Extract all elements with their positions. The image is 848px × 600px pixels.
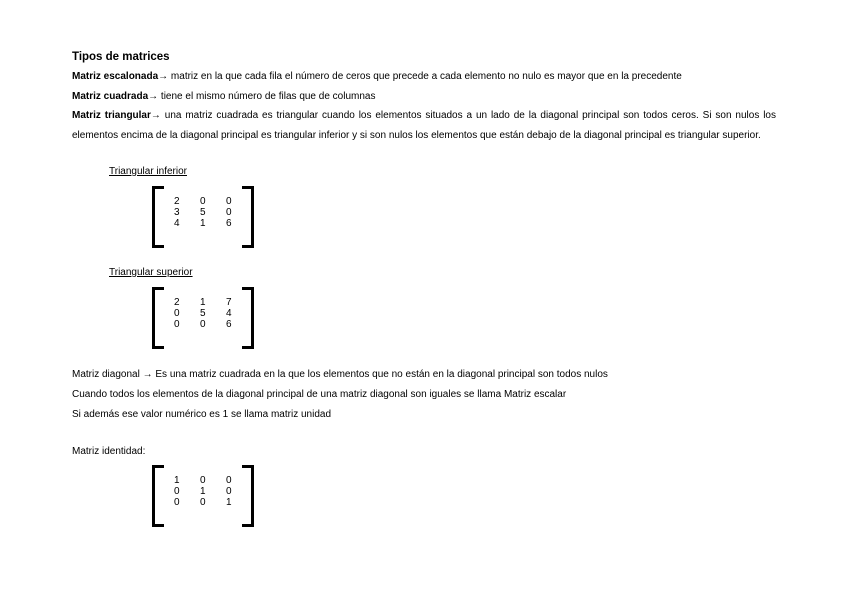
matrix-cell: 1 — [200, 486, 206, 497]
left-bracket — [152, 465, 164, 527]
matrix-cell: 4 — [174, 218, 180, 229]
matrix-cell: 0 — [200, 497, 206, 508]
matrix-cell: 0 — [174, 486, 180, 497]
def-escalonada — [72, 71, 682, 82]
matrix-identidad — [152, 465, 254, 527]
matrix-cell: 7 — [226, 297, 232, 308]
matrix-cell: 0 — [200, 196, 206, 207]
matrix-cell: 2 — [174, 297, 180, 308]
right-bracket — [242, 465, 254, 527]
def-cuadrada — [72, 91, 375, 102]
text-triangular: → una matriz cuadrada es triangular cuando los elementos situados a un lado de la diagonal principal son todos ceros. Si son nulos los elementos encima de la diagonal principal es triangular inferior y si son nulos los elementos que están debajo de la diagonal principal es triangular superior. — [72, 110, 776, 141]
matrix-cell: 5 — [200, 207, 206, 218]
matrix-cell: 1 — [174, 475, 180, 486]
matrix-cell: 6 — [226, 218, 232, 229]
term-triangular: Matriz triangular — [72, 110, 151, 121]
label-triangular-superior: Triangular superior — [109, 267, 193, 278]
matrix-triangular-inferior — [152, 186, 254, 248]
matrix-grid — [174, 475, 242, 508]
matrix-cell: 5 — [200, 308, 206, 319]
left-bracket — [152, 186, 164, 248]
matrix-cell: 6 — [226, 319, 232, 330]
matrix-cell: 0 — [200, 319, 206, 330]
matrix-cell: 0 — [226, 196, 232, 207]
def-unidad: Si además ese valor numérico es 1 se llama matriz unidad — [72, 409, 332, 420]
matrix-cell: 1 — [200, 297, 206, 308]
text-escalonada: → matriz en la que cada fila el número de ceros que precede a cada elemento no nulo es mayor que en la precedente — [158, 71, 682, 82]
matrix-cell: 1 — [226, 497, 232, 508]
def-triangular — [72, 106, 776, 146]
matrix-triangular-superior — [152, 287, 254, 349]
def-escalar: Cuando todos los elementos de la diagonal principal de una matriz diagonal son iguales se llama Matriz escalar — [72, 389, 567, 400]
matrix-cell: 2 — [174, 196, 180, 207]
label-triangular-inferior: Triangular inferior — [109, 166, 187, 177]
matrix-cell: 0 — [174, 319, 180, 330]
matrix-grid — [174, 196, 242, 229]
matrix-cell: 0 — [226, 207, 232, 218]
label-identidad: Matriz identidad: — [72, 446, 146, 457]
matrix-cell: 1 — [200, 218, 206, 229]
document-page — [72, 0, 776, 600]
matrix-grid — [174, 297, 242, 330]
matrix-cell: 0 — [174, 308, 180, 319]
matrix-cell: 4 — [226, 308, 232, 319]
page-title: Tipos de matrices — [72, 51, 170, 63]
def-diagonal: Matriz diagonal → Es una matriz cuadrada en la que los elementos que no están en la diagonal principal son todos nulos — [72, 369, 608, 380]
matrix-cell: 3 — [174, 207, 180, 218]
text-cuadrada: → tiene el mismo número de filas que de columnas — [148, 91, 376, 102]
right-bracket — [242, 287, 254, 349]
matrix-cell: 0 — [174, 497, 180, 508]
matrix-cell: 0 — [226, 486, 232, 497]
matrix-cell: 0 — [226, 475, 232, 486]
matrix-cell: 0 — [200, 475, 206, 486]
term-cuadrada: Matriz cuadrada — [72, 91, 149, 102]
term-escalonada: Matriz escalonada — [72, 71, 159, 82]
left-bracket — [152, 287, 164, 349]
right-bracket — [242, 186, 254, 248]
